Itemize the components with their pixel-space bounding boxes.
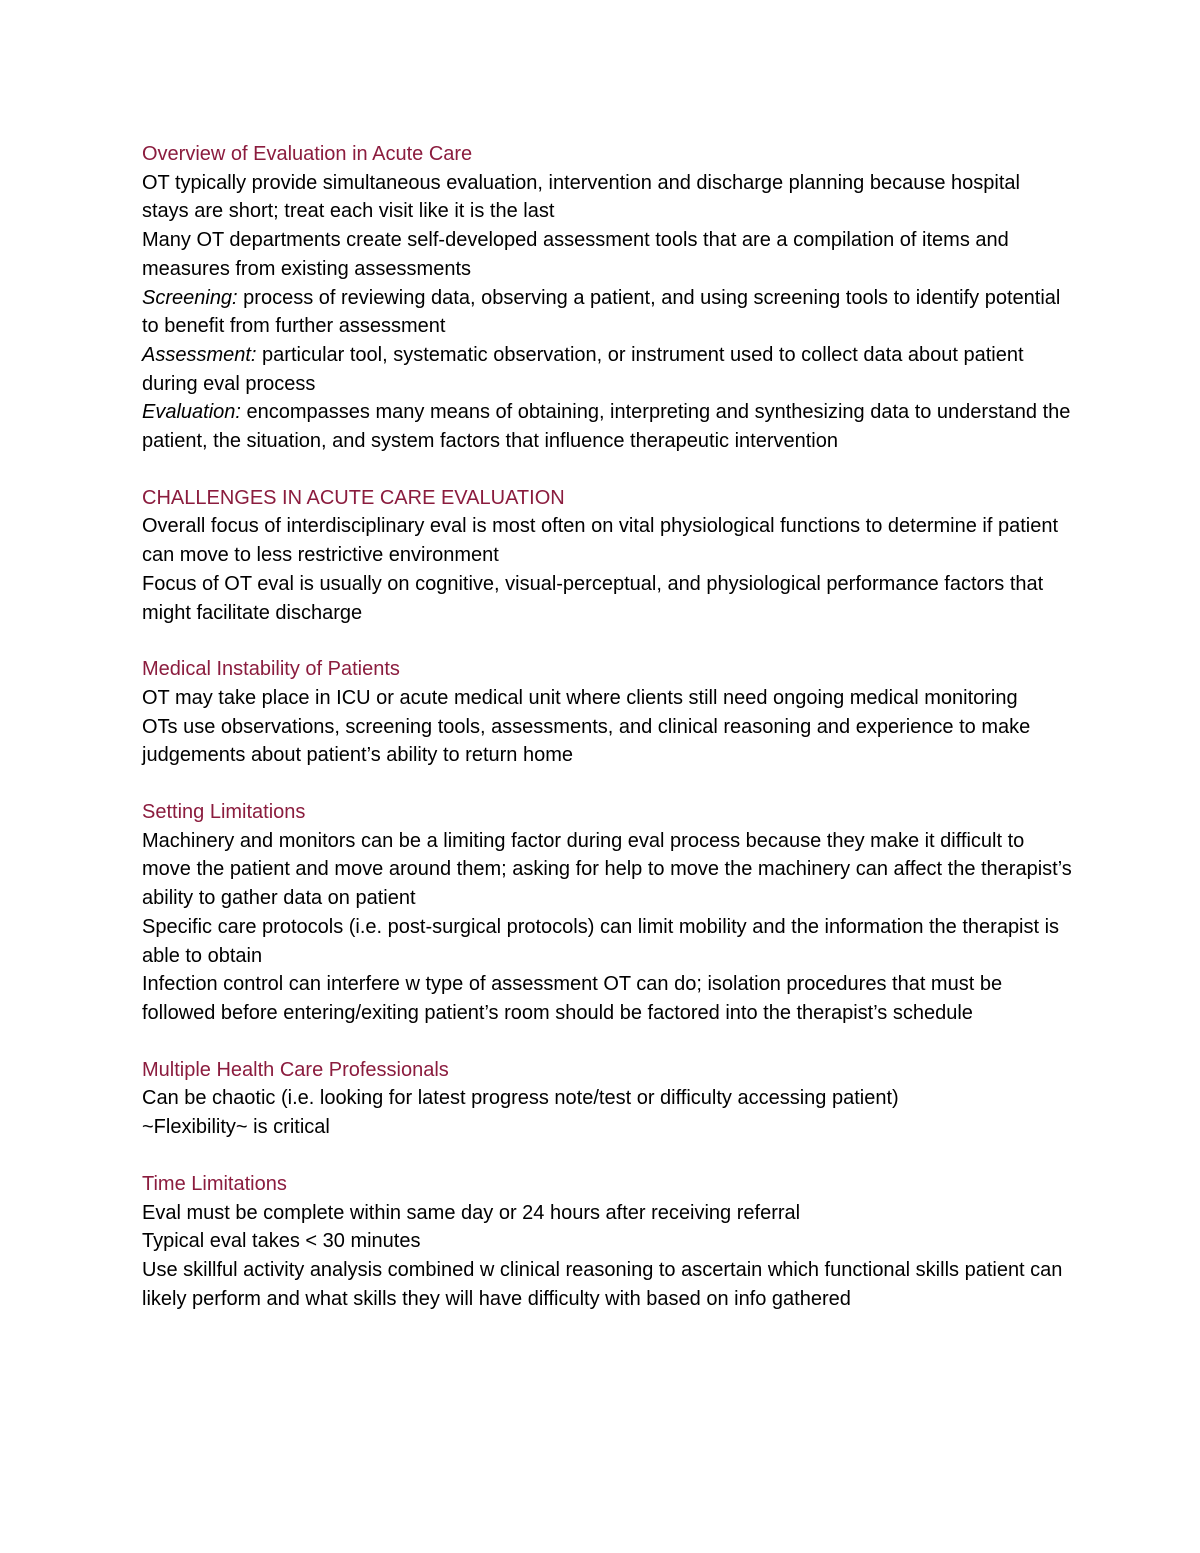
paragraph: Can be chaotic (i.e. looking for latest progress note/test or difficulty accessing patient) [142,1087,899,1110]
definition-paragraph [142,398,1072,455]
defined-term: Assessment: [142,343,257,366]
paragraph: ~Flexibility~ is critical [142,1116,330,1139]
section-time-limitations [142,1170,1072,1314]
section-multiple-professionals [142,1056,1072,1142]
definition-paragraph [142,341,1072,398]
paragraph: Typical eval takes < 30 minutes [142,1230,421,1253]
section-setting-limitations [142,798,1072,1028]
paragraph: Overall focus of interdisciplinary eval is most often on vital physiological functions to determine if patient can move to less restrictive environment [142,515,1059,567]
paragraph: OTs use observations, screening tools, assessments, and clinical reasoning and experience to make judgements about patient’s ability to return home [142,715,1031,767]
document-body [142,140,1072,1313]
definition-text: process of reviewing data, observing a patient, and using screening tools to identify potential to benefit from further assessment [142,286,1061,338]
section-medical-instability [142,655,1072,770]
paragraph: Machinery and monitors can be a limiting factor during eval process because they make it difficult to move the patient and move around them; asking for help to move the machinery can affect the therapist’s ability to gather data on patient [142,829,1072,910]
section-heading: Time Limitations [142,1172,287,1195]
paragraph: Specific care protocols (i.e. post-surgical protocols) can limit mobility and the information the therapist is able to obtain [142,915,1060,967]
definition-text: encompasses many means of obtaining, interpreting and synthesizing data to understand the patient, the situation, and system factors that influence therapeutic intervention [142,401,1071,453]
definition-paragraph [142,284,1072,341]
definition-text: particular tool, systematic observation, or instrument used to collect data about patient during eval process [142,343,1024,395]
section-heading: Multiple Health Care Professionals [142,1058,449,1081]
section-heading: Overview of Evaluation in Acute Care [142,143,473,165]
paragraph: OT may take place in ICU or acute medical unit where clients still need ongoing medical monitoring [142,686,1018,709]
paragraph: Use skillful activity analysis combined w clinical reasoning to ascertain which functional skills patient can likely perform and what skills they will have difficulty with based on info gathered [142,1258,1063,1310]
section-heading: Setting Limitations [142,801,306,824]
section-overview [142,140,1072,456]
section-heading: Medical Instability of Patients [142,658,400,681]
paragraph: Eval must be complete within same day or 24 hours after receiving referral [142,1201,801,1224]
defined-term: Screening: [142,286,238,309]
section-challenges [142,484,1072,628]
paragraph: OT typically provide simultaneous evaluation, intervention and discharge planning because hospital stays are short; treat each visit like it is the last [142,171,1020,223]
defined-term: Evaluation: [142,401,241,424]
section-heading: CHALLENGES IN ACUTE CARE EVALUATION [142,486,565,509]
paragraph: Many OT departments create self-developed assessment tools that are a compilation of items and measures from existing assessments [142,229,1009,280]
paragraph: Focus of OT eval is usually on cognitive, visual-perceptual, and physiological performance factors that might facilitate discharge [142,572,1044,624]
paragraph: Infection control can interfere w type of assessment OT can do; isolation procedures that must be followed before entering/exiting patient’s room should be factored into the therapist’s schedule [142,973,1003,1024]
